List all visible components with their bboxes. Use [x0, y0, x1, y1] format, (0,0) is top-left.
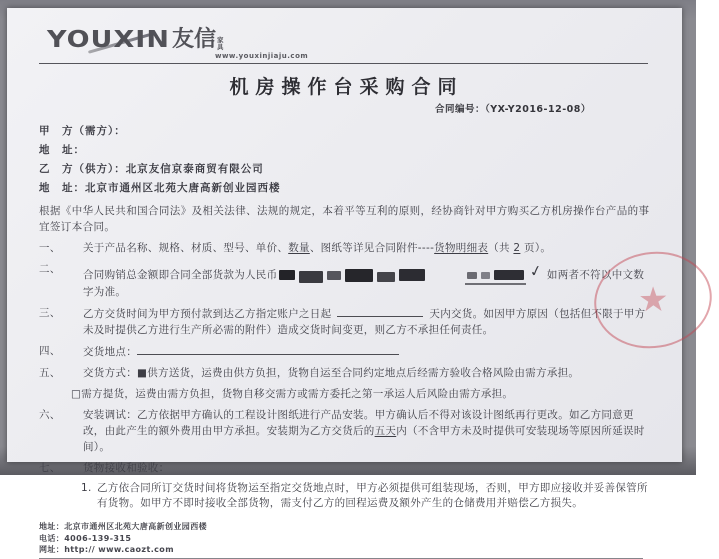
logo-small-bottom: 具 — [216, 43, 224, 52]
clause-7-subitem-1-number: 1. — [81, 481, 92, 494]
company-logo — [39, 24, 654, 64]
clause-7-subitem-1 — [39, 481, 654, 513]
clause-6-text — [83, 408, 654, 455]
footer-address-line — [39, 521, 654, 533]
clause-1-underlined-quantity: 数量 — [288, 241, 310, 254]
page-footer — [39, 521, 654, 559]
party-b-value: 北京友信京泰商贸有限公司 — [125, 163, 264, 176]
footer-website-value: http:// www.caozt.com — [64, 545, 174, 555]
footer-website-line — [39, 544, 654, 556]
redacted-amount-capital — [465, 269, 526, 285]
checkbox-checked-icon: ■ — [137, 367, 148, 380]
clause-1-seg-e: （共 — [488, 241, 514, 254]
preamble-paragraph: 根据《中华人民共和国合同法》及相关法律、法规的规定，本着平等互利的原则，经协商针对甲方购买乙方机房操作台产品的事宜签订本合同。 — [39, 204, 650, 233]
logo-chinese-text: 友信 — [171, 27, 216, 52]
logo-small-top: 家 — [216, 36, 224, 45]
clause-1-seg-a: 关于产品名称、规格、材质、型号、单价、 — [83, 241, 289, 254]
header-divider — [39, 63, 648, 64]
clause-3-number: 三、 — [39, 306, 61, 319]
delivery-days-blank — [337, 306, 423, 317]
clause-1-number: 一、 — [39, 241, 61, 254]
party-b-line — [39, 162, 654, 178]
footer-phone-line — [39, 533, 654, 545]
clause-1-underlined-goods-list: 货物明细表 — [434, 241, 489, 254]
clause-5 — [39, 366, 654, 403]
party-b-label: 乙 方（供方）： — [39, 163, 126, 176]
logo-website: www.youxinjiaju.com — [215, 52, 309, 60]
clause-6-seg-a: 安装调试：乙方依据甲方确认的工程设计图纸进行产品安装。甲方确认后不得对该设计图纸再行更改。如乙方同意更改，由此产生的额外费用由甲方承担。安装期为乙方交货后的 — [83, 409, 634, 437]
footer-phone-label: 电话： — [39, 533, 65, 543]
clause-6-seg-c: 内（不含甲方未及时提供可安装现场等原因所延误时间）。 — [83, 424, 645, 453]
clause-2-seg-b: 如两者不符以中文数字为准。 — [83, 269, 645, 298]
clause-3-seg-b: 天内交货。如因甲方原因（包括但不限于甲方未及时提供乙方进行生产所必需的附件）造成交货时间变更，则乙方不承担任何责任。 — [83, 307, 646, 336]
party-a-label: 甲 方（需方）： — [39, 125, 126, 138]
party-b-address-value: 北京市通州区北苑大唐高新创业园西楼 — [85, 182, 281, 195]
footer-website-label: 网址： — [39, 545, 65, 555]
seal-star-icon: ★ — [637, 279, 669, 320]
clause-4 — [39, 344, 654, 361]
party-b-address-label: 地 址： — [39, 182, 85, 195]
clause-3-seg-a: 乙方交货时间为甲方预付款到达乙方指定账户之日起 — [83, 307, 332, 320]
footer-phone-value: 4006-139-315 — [64, 533, 132, 543]
clause-2-seg-a: 合同购销总金额即合同全部货款为人民币 — [83, 269, 278, 282]
party-a-line — [39, 124, 654, 140]
footer-address-label: 地址： — [39, 522, 65, 532]
clause-1-seg-g: 页）。 — [520, 241, 552, 254]
clause-3-text — [83, 306, 654, 339]
clause-5-label: 交货方式： — [83, 367, 137, 380]
clause-1-text — [83, 241, 654, 257]
delivery-place-blank — [137, 344, 399, 355]
clause-3 — [39, 306, 654, 339]
clause-6-underlined-days: 五天 — [374, 424, 397, 437]
clause-5-text — [71, 366, 654, 403]
checkbox-unchecked-icon: □ — [71, 387, 82, 400]
clause-4-text — [83, 344, 654, 361]
clause-7-number: 七、 — [39, 461, 61, 474]
clause-7-heading: 货物接收和验收： — [83, 461, 170, 474]
party-a-address-line — [39, 143, 654, 159]
clause-7-subitem-1-text: 乙方依合同所订交货时间将货物运至指定交货地点时，甲方必须提供可组装现场，否则，甲方即应接收并妥善保管所有货物。如甲方不即时接收全部货物，需支付乙方的回程运费及额外产生的仓储费用并赔偿乙方损失。 — [97, 481, 648, 510]
clause-5-option-1-text: 供方送货，运费由供方负担，货物自运至合同约定地点后经需方验收合格风险由需方承担。 — [147, 367, 580, 380]
clause-6-number: 六、 — [39, 409, 61, 422]
redacted-amount — [277, 260, 545, 282]
clause-6 — [39, 408, 654, 455]
party-b-address-line — [39, 181, 654, 197]
clause-2-number: 二、 — [39, 263, 61, 276]
clause-5-option-1 — [83, 367, 579, 379]
clause-2-text — [83, 262, 654, 300]
clause-1-seg-c: 、图纸等详见合同附件---- — [309, 241, 435, 254]
footer-address-value: 北京市通州区北苑大唐高新创业园西楼 — [64, 522, 208, 532]
clause-2 — [39, 262, 654, 300]
logo-small-text — [217, 37, 224, 51]
party-a-address-label: 地 址： — [39, 144, 85, 157]
contract-number: 合同编号：（YX-Y2016-12-08） — [435, 104, 591, 115]
clause-5-option-2-text: 需方提货，运费由需方负担，货物自移交需方或需方委托之第一承运人后风险由需方承担。 — [81, 387, 514, 400]
clause-4-number: 四、 — [39, 344, 61, 357]
clause-7 — [39, 461, 654, 477]
clause-1-page-count: 2 — [513, 241, 521, 254]
clause-5-number: 五、 — [39, 367, 61, 380]
logo-latin-text: YOUXIN — [47, 26, 170, 53]
parties-section — [39, 124, 654, 197]
clause-1 — [39, 241, 654, 257]
contract-title: 机房操作台采购合同 — [229, 75, 464, 98]
clause-4-label: 交货地点： — [83, 345, 137, 358]
handwritten-tick-mark: ✓ — [528, 260, 545, 282]
clause-5-option-2 — [71, 387, 654, 403]
contract-page — [7, 8, 682, 555]
